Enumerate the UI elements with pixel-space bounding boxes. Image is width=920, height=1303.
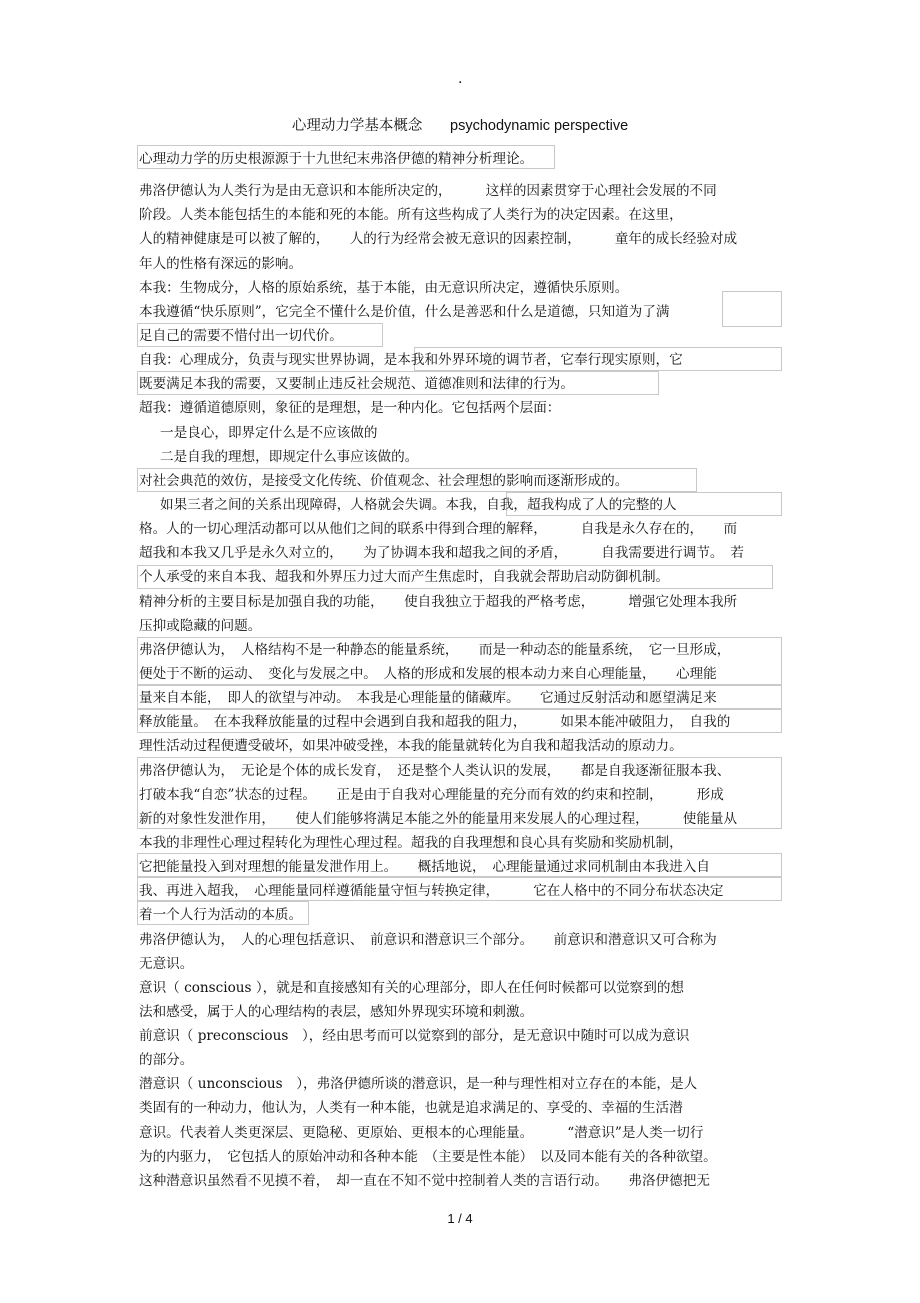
text-line: 压抑或隐藏的问题。 bbox=[139, 617, 262, 634]
text-line: 一是良心，即界定什么是不应该做的 bbox=[160, 424, 378, 441]
text-line: 人的精神健康是可以被了解的， 人的行为经常会被无意识的因素控制， 童年的成长经验对成 bbox=[139, 231, 738, 248]
text-line: 本我：生物成分，人格的原始系统，基于本能，由无意识所决定，遵循快乐原则。 bbox=[139, 279, 629, 296]
text-line: 心理动力学的历史根源源于十九世纪末弗洛伊德的精神分析理论。 bbox=[139, 151, 534, 167]
text-line: 这种潜意识虽然看不见摸不着， 却一直在不知不觉中控制着人类的言语行动。 弗洛伊德把无 bbox=[139, 1172, 710, 1189]
text-line: 类固有的一种动力，他认为，人类有一种本能，也就是追求满足的、享受的、幸福的生活潜 bbox=[139, 1100, 683, 1117]
text-line: 的部分。 bbox=[139, 1052, 194, 1069]
text-line: 我、再进入超我， 心理能量同样遵循能量守恒与转换定律， 它在人格中的不同分布状态决定 bbox=[139, 883, 724, 900]
text-line: 量来自本能， 即人的欲望与冲动。 本我是心理能量的储藏库。 它通过反射活动和愿望满足来 bbox=[139, 690, 717, 707]
text-line: 无意识。 bbox=[139, 955, 194, 972]
text-line: 弗洛伊德认为， 无论是个体的成长发育， 还是整个人类认识的发展， 都是自我逐渐征服本我、 bbox=[139, 762, 731, 779]
text-line: 释放能量。 在本我释放能量的过程中会遇到自我和超我的阻力， 如果本能冲破阻力， 自我的 bbox=[139, 714, 731, 731]
text-line: 精神分析的主要目标是加强自我的功能， 使自我独立于超我的严格考虑， 增强它处理本我所 bbox=[139, 593, 738, 610]
text-line: 意识。代表着人类更深层、更隐秘、更原始、更根本的心理能量。 “潜意识”是人类一切行 bbox=[139, 1124, 704, 1141]
text-line: 本我遵循“快乐原则”，它完全不懂什么是价值，什么是善恶和什么是道德，只知道为了满 bbox=[139, 303, 670, 320]
text-line: 意识（ conscious ），就是和直接感知有关的心理部分，即人在任何时候都可以觉察到的想 bbox=[139, 979, 685, 996]
text-line: 对社会典范的效仿，是接受文化传统、价值观念、社会理想的影响而逐渐形成的。 bbox=[139, 472, 629, 489]
text-line: 年人的性格有深远的影响。 bbox=[139, 255, 303, 272]
text-line: 自我：心理成分，负责与现实世界协调，是本我和外界环境的调节者，它奉行现实原则，它 bbox=[139, 352, 683, 369]
body-text bbox=[139, 147, 799, 1193]
text-line: 着一个人行为活动的本质。 bbox=[139, 907, 303, 924]
text-line: 本我的非理性心理过程转化为理性心理过程。超我的自我理想和良心具有奖励和奖励机制， bbox=[139, 834, 683, 851]
text-line: 超我和本我又几乎是永久对立的， 为了协调本我和超我之间的矛盾， 自我需要进行调节。 若 bbox=[139, 545, 744, 562]
text-line: 前意识（ preconscious ），经由思考而可以觉察到的部分，是无意识中随时可以成为意识 bbox=[139, 1028, 690, 1045]
text-line: 格。人的一切心理活动都可以从他们之间的联系中得到合理的解释， 自我是永久存在的， 而 bbox=[139, 521, 738, 538]
text-line: 理性活动过程便遭受破坏，如果冲破受挫，本我的能量就转化为自我和超我活动的原动力。 bbox=[139, 738, 683, 755]
text-line: 它把能量投入到对理想的能量发泄作用上。 概括地说， 心理能量通过求同机制由本我进入自 bbox=[139, 859, 710, 876]
text-line: 弗洛伊德认为， 人格结构不是一种静态的能量系统， 而是一种动态的能量系统， 它一旦形成， bbox=[139, 641, 731, 658]
header-dot: . bbox=[458, 71, 463, 87]
text-line: 阶段。人类本能包括生的本能和死的本能。所有这些构成了人类行为的决定因素。在这里， bbox=[139, 207, 683, 224]
text-line: 个人承受的来自本我、超我和外界压力过大而产生焦虑时，自我就会帮助启动防御机制。 bbox=[139, 569, 670, 586]
text-line: 如果三者之间的关系出现障碍，人格就会失调。本我，自我，超我构成了人的完整的人 bbox=[160, 496, 677, 513]
text-line: 潜意识（ unconscious ），弗洛伊德所谈的潜意识，是一种与理性相对立存在的本能，是人 bbox=[139, 1076, 698, 1093]
title-chinese: 心理动力学基本概念 bbox=[291, 118, 423, 134]
text-line: 打破本我“自恋”状态的过程。 正是由于自我对心理能量的充分而有效的约束和控制， 形成 bbox=[139, 786, 724, 803]
text-line: 为的内驱力， 它包括人的原始冲动和各种本能 （主要是性本能） 以及同本能有关的各种欲望。 bbox=[139, 1148, 717, 1165]
text-line: 弗洛伊德认为， 人的心理包括意识、 前意识和潜意识三个部分。 前意识和潜意识又可合称为 bbox=[139, 931, 717, 948]
text-line: 弗洛伊德认为人类行为是由无意识和本能所决定的， 这样的因素贯穿于心理社会发展的不同 bbox=[139, 183, 717, 200]
text-line: 足自己的需要不惜付出一切代价。 bbox=[139, 327, 343, 344]
text-line: 二是自我的理想，即规定什么事应该做的。 bbox=[160, 448, 419, 465]
text-line: 超我：遵循道德原则，象征的是理想，是一种内化。它包括两个层面： bbox=[139, 400, 561, 417]
text-line: 法和感受，属于人的心理结构的表层，感知外界现实环境和刺激。 bbox=[139, 1003, 534, 1020]
text-line: 既要满足本我的需要，又要制止违反社会规范、道德准则和法律的行为。 bbox=[139, 376, 574, 393]
page-number: 1 / 4 bbox=[447, 1211, 473, 1226]
title-english: psychodynamic perspective bbox=[450, 118, 629, 134]
text-line: 便处于不断的运动、 变化与发展之中。 人格的形成和发展的根本动力来自心理能量， 心理能 bbox=[139, 665, 717, 682]
page-title bbox=[0, 116, 920, 136]
text-line: 新的对象性发泄作用， 使人们能够将满足本能之外的能量用来发展人的心理过程， 使能量从 bbox=[139, 810, 738, 827]
